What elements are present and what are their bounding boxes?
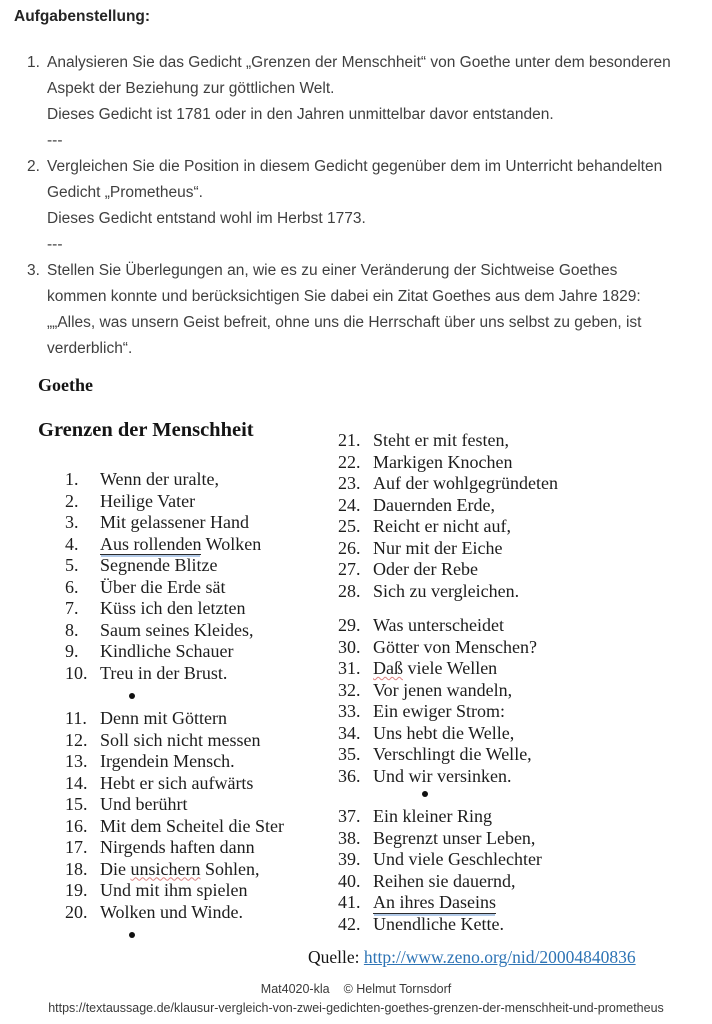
poem-line-number: 32. [338, 679, 361, 700]
poem-line-number: 3. [65, 512, 79, 532]
poem-line [65, 837, 330, 859]
poem-line-number: 42. [338, 913, 361, 934]
task-line: Gedicht „Prometheus“. [47, 184, 203, 201]
poem-line-text: Treu in der Brust. [100, 662, 228, 683]
poem-line [65, 534, 330, 556]
poem-line-number: 22. [338, 451, 361, 472]
poem-line-text: Segnende Blitze [100, 555, 218, 575]
poem-line-number: 11. [65, 708, 87, 728]
poem-line-number: 6. [65, 576, 79, 597]
poem-line [65, 598, 330, 620]
poem-line [338, 452, 678, 474]
poem-line-text: Küss ich den letzten [100, 598, 246, 618]
poem-line [65, 816, 330, 838]
footer-doc-id: Mat4020-kla [260, 982, 330, 996]
poem-line [338, 581, 678, 603]
poem-column-right [338, 430, 678, 935]
poem-line-text: Hebt er sich aufwärts [100, 772, 254, 793]
poem-line [338, 744, 678, 766]
poem-line [65, 663, 330, 685]
stanza-bullet-separator [338, 787, 678, 806]
poem-line-text: Heilige Vater [100, 490, 196, 511]
poem-line [65, 577, 330, 599]
poem-line-number: 16. [65, 815, 88, 836]
task-line: „„Alles, was unsern Geist befreit, ohne uns die Herrschaft über uns selbst zu geben, ist [47, 314, 642, 331]
poem-line [338, 516, 678, 538]
poem-line [338, 495, 678, 517]
poem-line-text: Reihen sie dauernd, [373, 870, 516, 891]
poem-line-text: Dauernden Erde, [373, 494, 495, 515]
poem-line-number: 35. [338, 744, 361, 764]
poem-line [338, 430, 678, 452]
poem-line-text: Irgendein Mensch. [100, 751, 235, 771]
poem-line-number: 8. [65, 619, 79, 640]
poem-line [65, 773, 330, 795]
poem-line [65, 491, 330, 513]
poem-line-text: Die unsichern Sohlen, [100, 858, 260, 879]
poem-line-number: 30. [338, 636, 361, 657]
task-line: --- [47, 132, 63, 149]
poem-line-number: 34. [338, 722, 361, 743]
poem-line-number: 36. [338, 765, 361, 786]
poem-line-text: Und wir versinken. [373, 765, 512, 786]
poem-line-text: Begrenzt unser Leben, [373, 827, 536, 848]
poem-line [338, 658, 678, 680]
poem-line [338, 766, 678, 788]
stanza-bullet-separator [65, 684, 330, 708]
poem-line-text: Markigen Knochen [373, 451, 513, 472]
poem-line-number: 12. [65, 729, 88, 750]
poem-line-text: Nirgends haften dann [100, 837, 255, 857]
bullet-dot-icon [422, 791, 428, 797]
poem-line [338, 680, 678, 702]
poem-line-text: Uns hebt die Welle, [373, 722, 515, 743]
poem-line-number: 27. [338, 559, 361, 579]
task-line: Vergleichen Sie die Position in diesem Gedicht gegenüber dem im Unterricht behandelten [47, 158, 663, 175]
poem-line-text: Verschlingt die Welle, [373, 744, 532, 764]
poem-line-number: 15. [65, 794, 88, 814]
stanza-bullet-separator [65, 923, 330, 947]
task-line: kommen konnte und berücksichtigen Sie dabei ein Zitat Goethes aus dem Jahre 1829: [47, 288, 641, 305]
poem-line [65, 555, 330, 577]
task-text [47, 258, 709, 362]
poem-stanza-group [65, 469, 330, 684]
poem-line [338, 538, 678, 560]
poem-line [65, 708, 330, 730]
poem-line-text: Unendliche Kette. [373, 913, 504, 934]
poem-line-number: 25. [338, 516, 361, 536]
poem-line-text: Ein kleiner Ring [373, 806, 492, 826]
poem-line [65, 902, 330, 924]
task-line: Dieses Gedicht entstand wohl im Herbst 1773. [47, 210, 366, 227]
poem-line-text: Über die Erde sät [100, 576, 226, 597]
poem-author: Goethe [38, 375, 93, 395]
underlined-phrase: Aus rollenden [100, 533, 202, 554]
poem-line-text: Götter von Menschen? [373, 636, 537, 657]
poem-line-number: 23. [338, 473, 361, 493]
poem-line [65, 794, 330, 816]
poem-line [65, 620, 330, 642]
poem-line-number: 9. [65, 641, 79, 661]
poem-line-text: Reicht er nicht auf, [373, 516, 511, 536]
poem-line [338, 849, 678, 871]
poem-line [65, 730, 330, 752]
poem-line-number: 14. [65, 772, 88, 793]
bullet-dot-icon [129, 693, 135, 699]
poem-line-text: Denn mit Göttern [100, 708, 227, 728]
poem-line-text: Vor jenen wandeln, [373, 679, 513, 700]
poem-line-number: 39. [338, 849, 361, 869]
poem-line [65, 641, 330, 663]
poem-line-number: 28. [338, 580, 361, 601]
spellcheck-flagged-word: unsichern [130, 858, 201, 879]
poem-line-text: Aus rollenden Wolken [100, 533, 262, 554]
task-line: Stellen Sie Überlegungen an, wie es zu einer Veränderung der Sichtweise Goethes [47, 262, 618, 279]
task-item [27, 154, 709, 258]
poem-line [338, 806, 678, 828]
task-text [47, 154, 709, 258]
poem-stanza-group [338, 430, 678, 602]
poem-line-text: Was unterscheidet [373, 615, 505, 635]
poem-line [338, 892, 678, 914]
poem-line-text: Wenn der uralte, [100, 469, 219, 489]
task-number: 3. [27, 262, 40, 279]
poem-line [338, 615, 678, 637]
poem-line-text: Soll sich nicht messen [100, 729, 261, 750]
poem-line-text: Sich zu vergleichen. [373, 580, 520, 601]
poem-line-number: 20. [65, 901, 88, 922]
poem-line-number: 37. [338, 806, 361, 826]
poem-line-text: Mit gelassener Hand [100, 512, 249, 532]
poem-line-number: 40. [338, 870, 361, 891]
task-line: verderblich“. [47, 340, 133, 357]
poem-line [338, 473, 678, 495]
poem-line [338, 828, 678, 850]
poem-line-number: 17. [65, 837, 88, 857]
poem-line-number: 26. [338, 537, 361, 558]
poem-title: Grenzen der Menschheit [38, 419, 254, 441]
poem-line-number: 10. [65, 662, 88, 683]
poem-line-number: 38. [338, 827, 361, 848]
source-line [308, 947, 636, 968]
footer-doc-line [0, 982, 712, 996]
poem-line-text: Nur mit der Eiche [373, 537, 503, 558]
poem-line-number: 1. [65, 469, 79, 489]
footer-copyright: © Helmut Tornsdorf [343, 982, 452, 996]
poem-line-number: 21. [338, 430, 361, 450]
poem-line-number: 29. [338, 615, 361, 635]
poem-line [65, 469, 330, 491]
source-label: Quelle: [308, 947, 360, 967]
task-number: 1. [27, 54, 40, 71]
bullet-dot-icon [129, 932, 135, 938]
poem-line [338, 559, 678, 581]
page-title: Aufgabenstellung: [14, 8, 151, 25]
poem-line [338, 701, 678, 723]
poem-line-number: 19. [65, 880, 88, 900]
poem-line-text: Und viele Geschlechter [373, 849, 542, 869]
poem-line [338, 871, 678, 893]
poem-line-text: Steht er mit festen, [373, 430, 509, 450]
poem-line-text: Daß viele Wellen [373, 658, 498, 678]
poem-line [65, 859, 330, 881]
source-link[interactable]: http://www.zeno.org/nid/20004840836 [363, 947, 636, 967]
poem-line [338, 723, 678, 745]
poem-line-number: 31. [338, 658, 361, 678]
poem-line-text: Wolken und Winde. [100, 901, 243, 922]
task-line: Analysieren Sie das Gedicht „Grenzen der Menschheit“ von Goethe unter dem besonderen [47, 54, 671, 71]
poem-line-text: Ein ewiger Strom: [373, 701, 505, 721]
poem-line [65, 751, 330, 773]
spellcheck-flagged-word: Daß [373, 658, 403, 678]
footer-url: https://textaussage.de/klausur-vergleich-von-zwei-gedichten-goethes-grenzen-der-menschheit-und-prometheus [48, 1001, 664, 1015]
poem-line-text: Auf der wohlgegründeten [373, 473, 558, 493]
poem-line [65, 512, 330, 534]
task-item [27, 50, 709, 154]
poem-stanza-group [338, 615, 678, 787]
poem-stanza-group [338, 806, 678, 935]
poem-column-left [65, 469, 330, 947]
underlined-phrase: An ihres Daseins [373, 892, 496, 912]
task-line: Aspekt der Beziehung zur göttlichen Welt. [47, 80, 335, 97]
poem-line-number: 24. [338, 494, 361, 515]
poem-line-text: Oder der Rebe [373, 559, 478, 579]
poem-line-number: 18. [65, 858, 88, 879]
poem-line-number: 7. [65, 598, 79, 618]
poem-line-text [373, 892, 496, 914]
poem-stanza-group [65, 708, 330, 923]
poem-line-number: 2. [65, 490, 79, 511]
task-item [27, 258, 709, 362]
poem-line [65, 880, 330, 902]
poem-line-number: 33. [338, 701, 361, 721]
poem-line [338, 914, 678, 936]
task-number: 2. [27, 158, 40, 175]
poem-line-number: 4. [65, 533, 79, 554]
poem-line-text: Und mit ihm spielen [100, 880, 248, 900]
task-text [47, 50, 709, 154]
poem-line-number: 5. [65, 555, 79, 575]
poem-line-number: 41. [338, 892, 361, 912]
poem-line-number: 13. [65, 751, 88, 771]
poem-line-text: Kindliche Schauer [100, 641, 234, 661]
poem-line-text: Und berührt [100, 794, 188, 814]
task-line: Dieses Gedicht ist 1781 oder in den Jahren unmittelbar davor entstanden. [47, 106, 554, 123]
poem-line-text: Mit dem Scheitel die Ster [100, 815, 284, 836]
poem-line-text: Saum seines Kleides, [100, 619, 254, 640]
task-line: --- [47, 236, 63, 253]
task-list [27, 50, 709, 362]
poem-line [338, 637, 678, 659]
